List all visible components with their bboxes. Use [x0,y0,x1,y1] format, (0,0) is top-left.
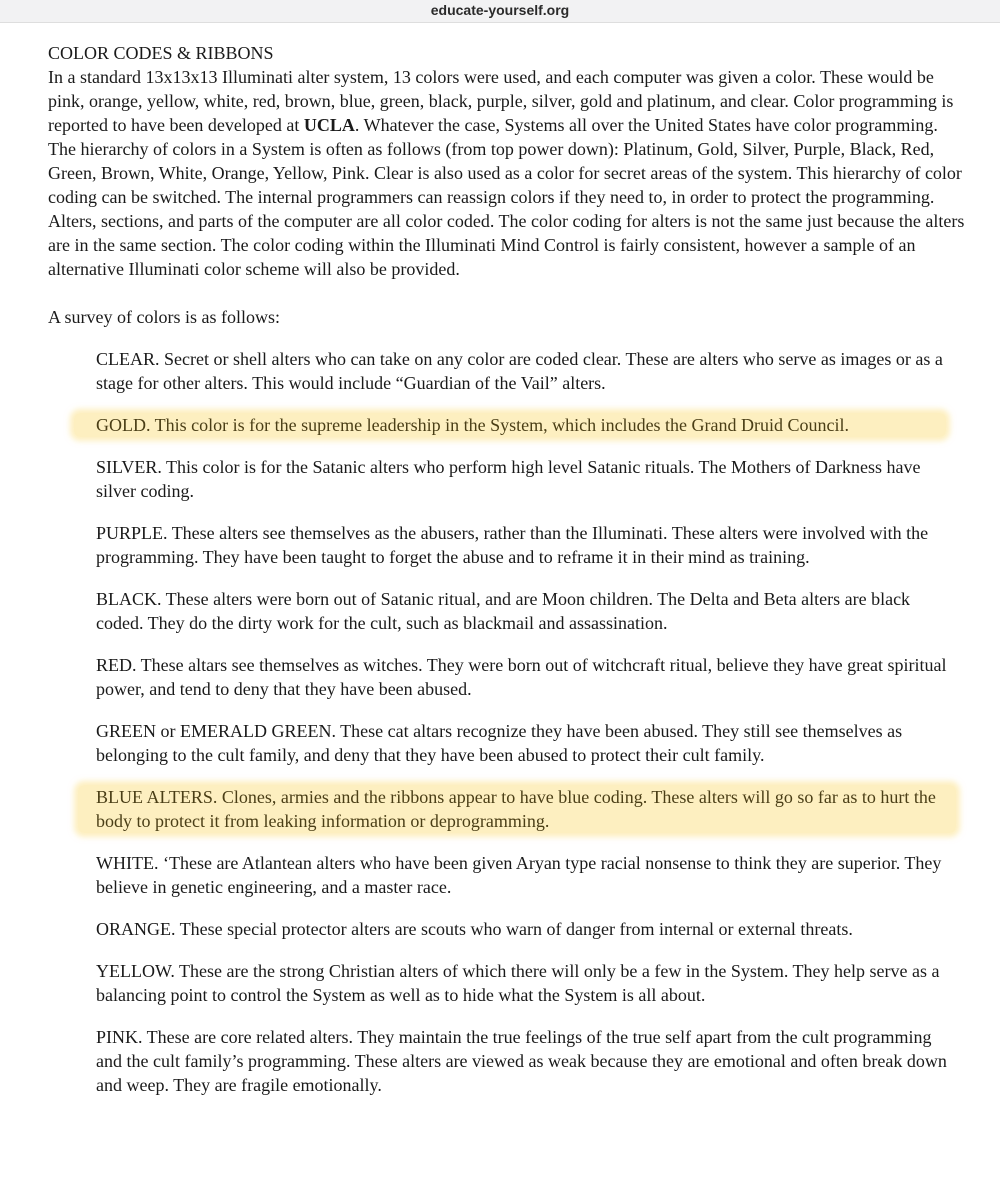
entry-blue-highlighted: BLUE ALTERS. Clones, armies and the ribbons appear to have blue coding. These alters will go so far as to hurt the body to protect it from leaking information or deprogramming. [78,785,956,833]
entry-red: RED. These altars see themselves as witches. They were born out of witchcraft ritual, believe they have great spiritual power, and tend to deny that they have been abused. [96,655,947,699]
entry-clear: CLEAR. Secret or shell alters who can take on any color are coded clear. These are alters who serve as images or as a stage for other alters. This would include “Guardian of the Vail” alters. [96,349,943,393]
highlight-gold: GOLD. This color is for the supreme leadership in the System, which includes the Grand Druid Council. [74,413,946,437]
intro-text-start: In a standard 13x13x13 Illuminati alter system, 13 colors were used, and each computer was given a color. These would be pink, orange, yellow, white, red, brown, blue, green, black, purple, silver, gold and platinum, and clear. Color programming is reported to have been developed at [48,67,954,135]
entry-orange: ORANGE. These special protector alters are scouts who warn of danger from internal or external threats. [96,919,853,939]
intro-paragraph [48,65,968,281]
bottom-fade [0,1182,1000,1200]
color-entries-list [96,347,956,1097]
entry-white: WHITE. ‘These are Atlantean alters who have been given Aryan type racial nonsense to think they are superior. They believe in genetic engineering, and a master race. [96,853,942,897]
entry-silver: SILVER. This color is for the Satanic alters who perform high level Satanic rituals. The Mothers of Darkness have silver coding. [96,457,921,501]
entry-purple: PURPLE. These alters see themselves as the abusers, rather than the Illuminati. These alters were involved with the programming. They have been taught to forget the abuse and to reframe it in their mind as training. [96,523,929,567]
entry-yellow: YELLOW. These are the strong Christian alters of which there will only be a few in the System. They help serve as a balancing point to control the System as well as to hide what the System is all about. [96,961,940,1005]
entry-green: GREEN or EMERALD GREEN. These cat altars recognize they have been abused. They still see themselves as belonging to the cult family, and deny that they have been abused to protect their cult family. [96,721,903,765]
survey-intro: A survey of colors is as follows: [48,307,280,327]
url-bar[interactable] [0,0,1000,23]
article-content [48,41,968,1115]
article-heading: COLOR CODES & RIBBONS [48,43,274,63]
entry-gold [96,413,956,437]
entry-black: BLACK. These alters were born out of Satanic ritual, and are Moon children. The Delta and Beta alters are black coded. They do the dirty work for the cult, such as blackmail and assassination. [96,589,911,633]
intro-bold-ucla: UCLA [303,115,355,135]
intro-text-end: . Whatever the case, Systems all over the United States have color programming. The hierarchy of colors in a System is often as follows (from top power down): Platinum, Gold, Silver, Purple, Black, Red, Green, Brown, White, Orange, Yellow, Pink. Clear is also used as a color for secret areas of the system. This hierarchy of color coding can be switched. The internal programmers can reassign colors if they need to, in order to protect the programming. Alters, sections, and parts of the computer are all color coded. The color coding for alters is not the same just because the alters are in the same section. The color coding within the Illuminati Mind Control is fairly consistent, however a sample of an alternative Illuminati color scheme will also be provided. [48,115,965,279]
url-text[interactable]: educate-yourself.org [430,2,570,18]
entry-pink: PINK. These are core related alters. They maintain the true feelings of the true self apart from the cult programming and the cult family’s programming. These alters are viewed as weak because they are emotional and often break down and weep. They are fragile emotionally. [96,1027,947,1095]
